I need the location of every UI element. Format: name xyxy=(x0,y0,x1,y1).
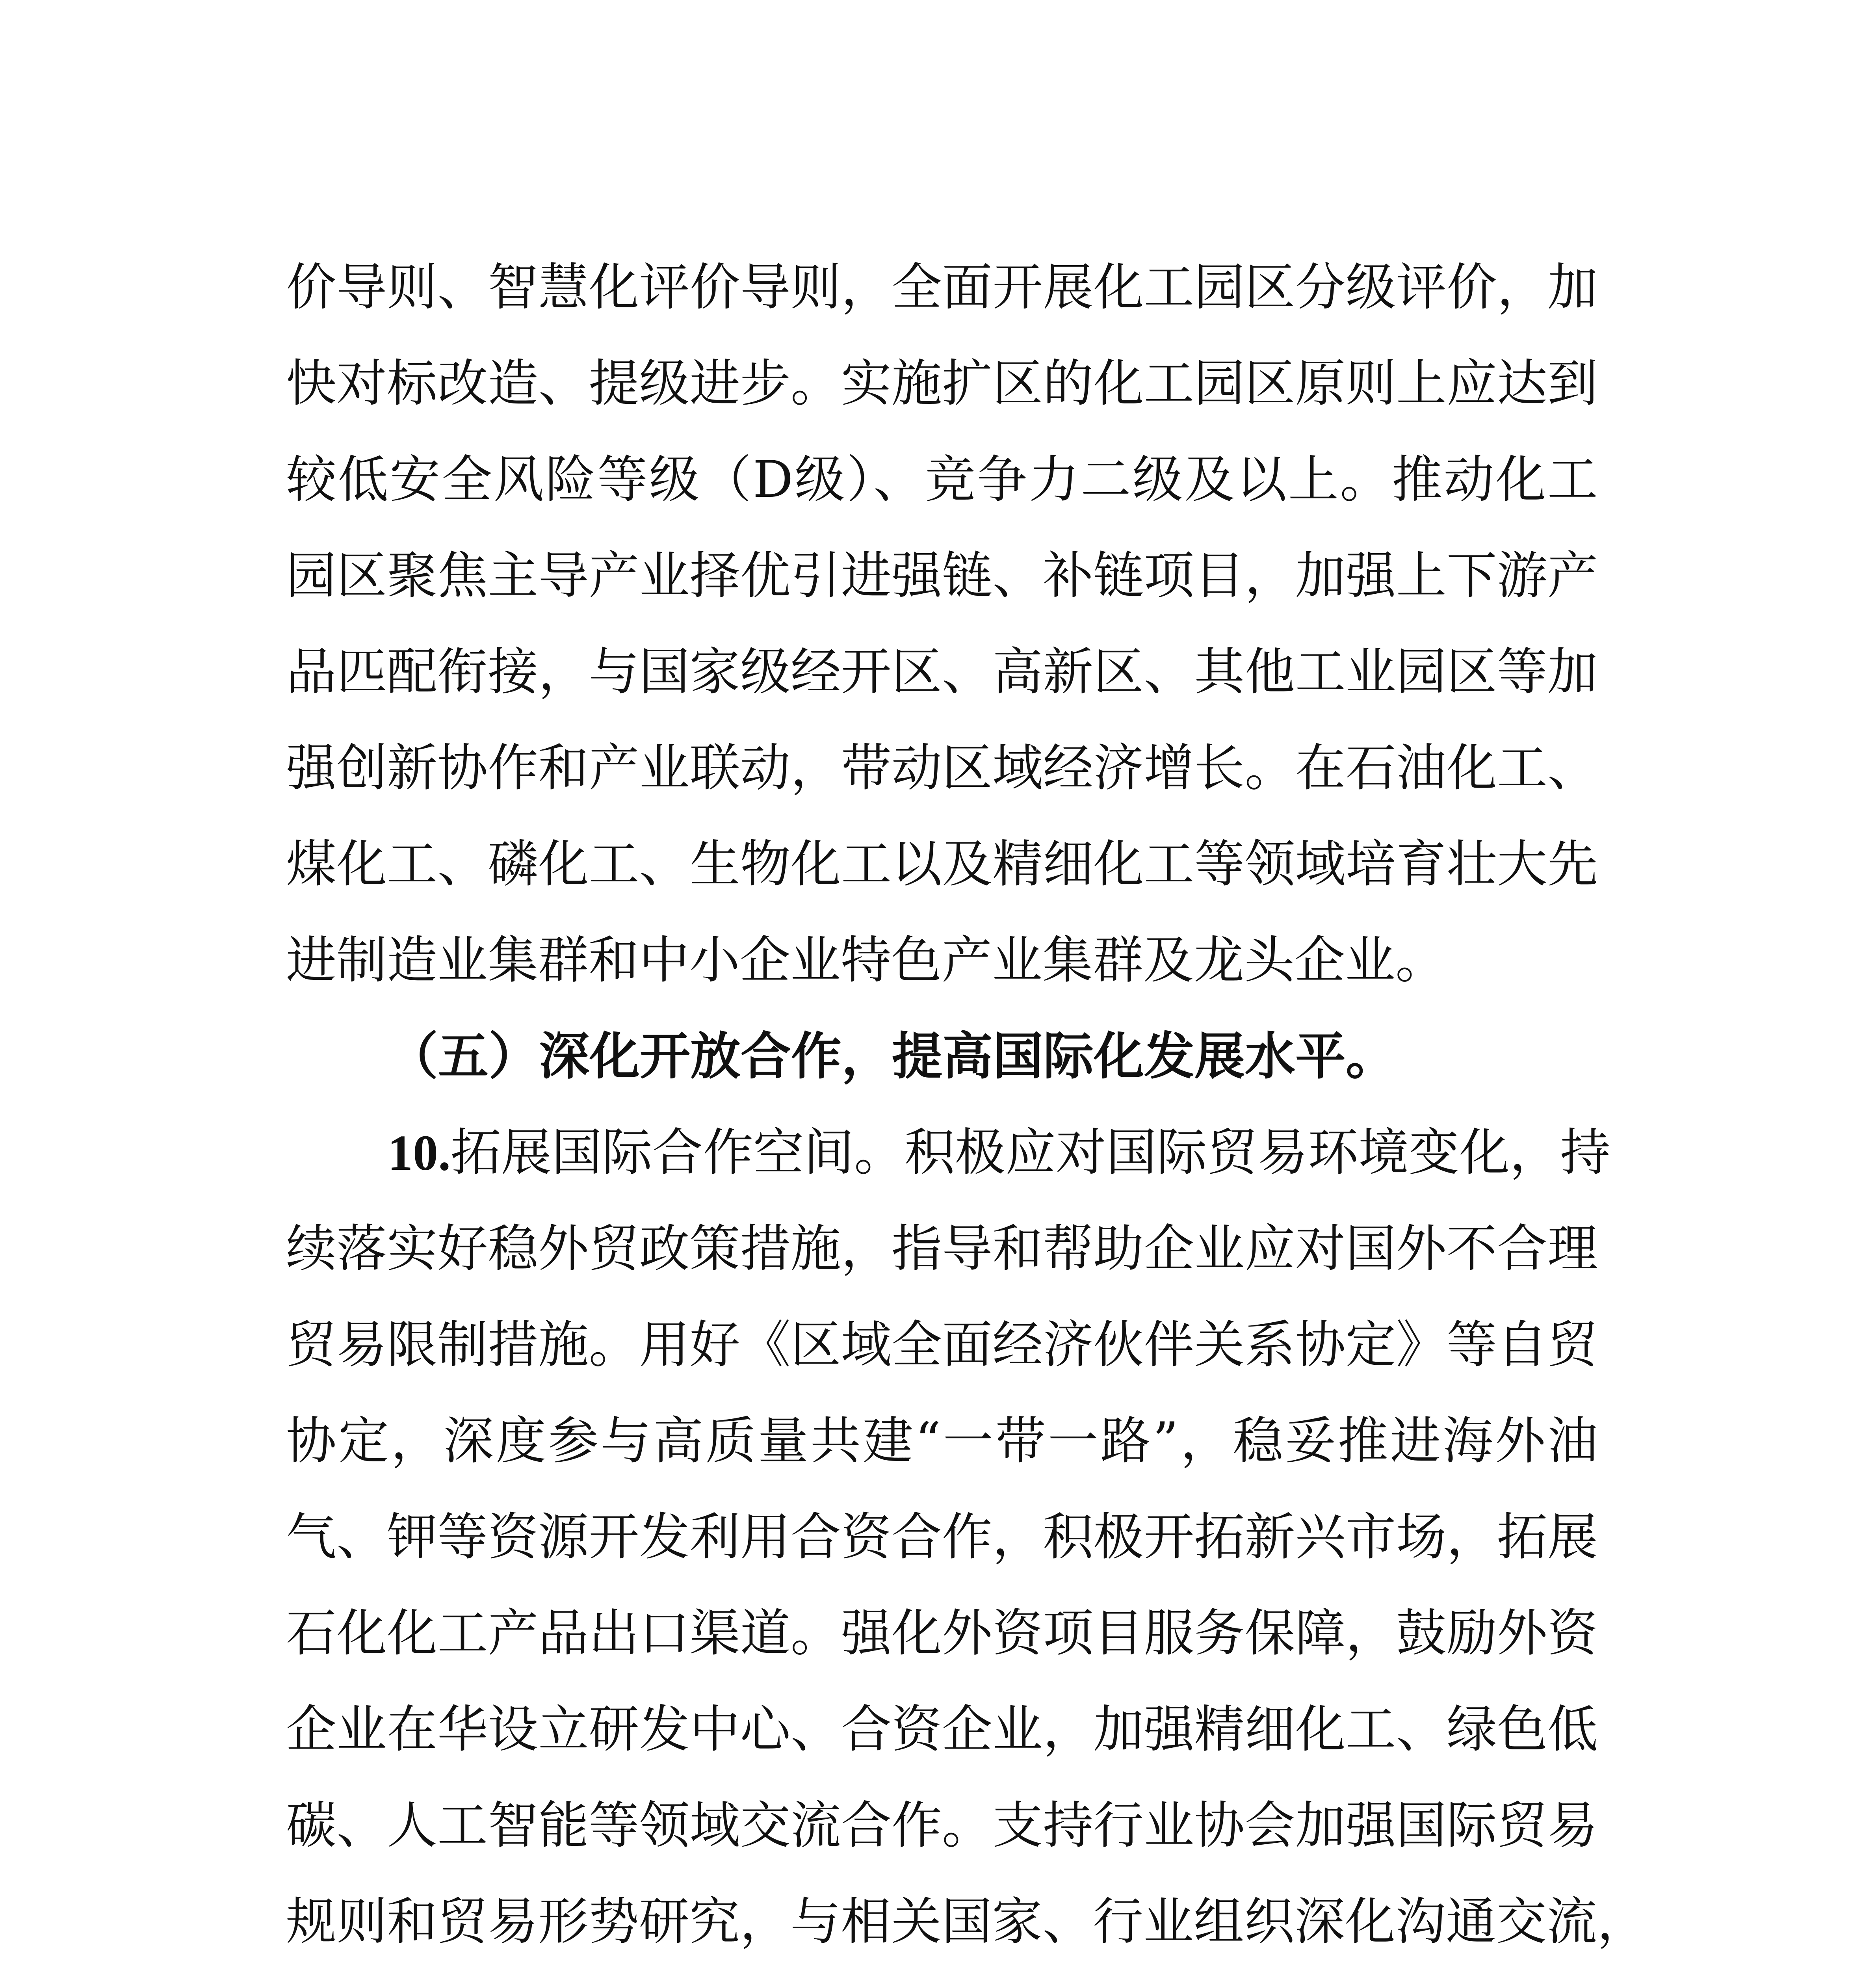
paragraph-line: 价导则、智慧化评价导则，全面开展化工园区分级评价，加 xyxy=(286,258,1598,317)
paragraph-line: 贸易限制措施。用好《区域全面经济伙伴关系协定》等自贸 xyxy=(286,1316,1598,1374)
paragraph-line: 较低安全风险等级（D级）、竞争力二级及以上。推动化工 xyxy=(286,450,1598,509)
paragraph-line: 煤化工、磷化工、生物化工以及精细化工等领域培育壮大先 xyxy=(286,835,1598,894)
item-10-first-line-text: 拓展国际合作空间。积极应对国际贸易环境变化，持 xyxy=(451,1123,1611,1182)
section-heading: （五）深化开放合作，提高国际化发展水平。 xyxy=(388,1027,1397,1086)
paragraph-line: 企业在华设立研发中心、合资企业，加强精细化工、绿色低 xyxy=(286,1700,1598,1759)
paragraph-line: 石化化工产品出口渠道。强化外资项目服务保障，鼓励外资 xyxy=(286,1604,1598,1663)
paragraph-line: 碳、人工智能等领域交流合作。支持行业协会加强国际贸易 xyxy=(286,1796,1598,1855)
paragraph-line: 进制造业集群和中小企业特色产业集群及龙头企业。 xyxy=(286,931,1446,990)
item-number: 10. xyxy=(388,1125,451,1181)
paragraph-line: 规则和贸易形势研究，与相关国家、行业组织深化沟通交流， xyxy=(286,1892,1648,1951)
item-10-first-line xyxy=(388,1113,1611,1192)
paragraph-line: 协定，深度参与高质量共建“一带一路”，稳妥推进海外油 xyxy=(286,1412,1598,1470)
paragraph-line: 气、钾等资源开发利用合资合作，积极开拓新兴市场，拓展 xyxy=(286,1508,1598,1567)
paragraph-line: 品匹配衔接，与国家级经开区、高新区、其他工业园区等加 xyxy=(286,643,1598,701)
paragraph-line: 园区聚焦主导产业择优引进强链、补链项目，加强上下游产 xyxy=(286,546,1598,605)
paragraph-line: 快对标改造、提级进步。实施扩区的化工园区原则上应达到 xyxy=(286,354,1598,413)
paragraph-line: 强创新协作和产业联动，带动区域经济增长。在石油化工、 xyxy=(286,739,1598,797)
paragraph-line: 续落实好稳外贸政策措施，指导和帮助企业应对国外不合理 xyxy=(286,1219,1598,1278)
